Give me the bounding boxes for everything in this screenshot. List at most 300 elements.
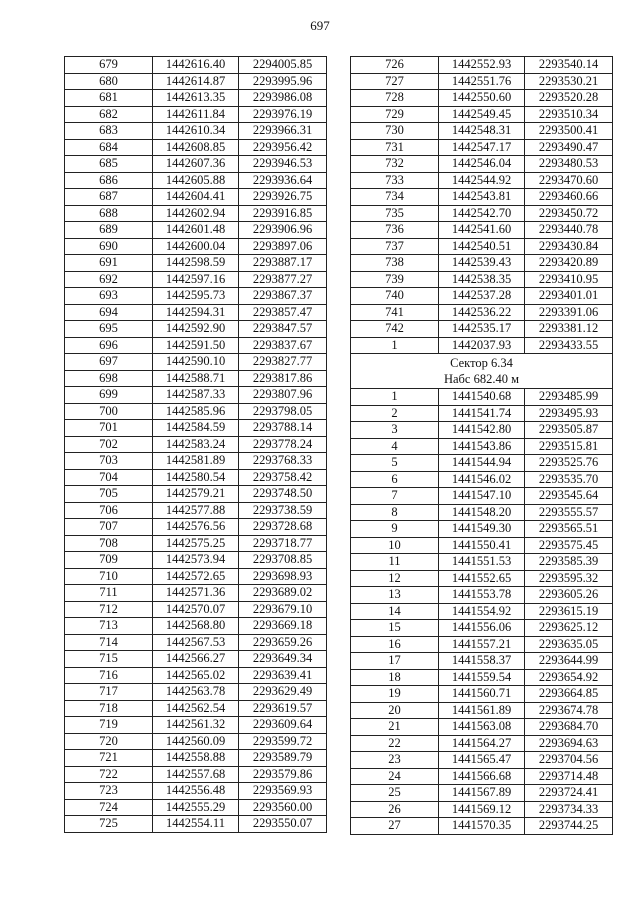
point-number-cell: 10 — [351, 537, 439, 554]
x-coordinate-cell: 1442610.34 — [153, 123, 239, 140]
point-number-cell: 683 — [65, 123, 153, 140]
y-coordinate-cell: 2293505.87 — [525, 422, 613, 439]
x-coordinate-cell: 1441567.89 — [439, 785, 525, 802]
y-coordinate-cell: 2293440.78 — [525, 222, 613, 239]
point-number-cell: 19 — [351, 686, 439, 703]
table-row — [65, 123, 327, 140]
point-number-cell: 690 — [65, 238, 153, 255]
table-row — [65, 321, 327, 338]
y-coordinate-cell: 2293555.57 — [525, 504, 613, 521]
y-coordinate-cell: 2293515.81 — [525, 438, 613, 455]
x-coordinate-cell: 1441559.54 — [439, 669, 525, 686]
x-coordinate-cell: 1442562.54 — [153, 700, 239, 717]
y-coordinate-cell: 2293550.07 — [239, 816, 327, 833]
x-coordinate-cell: 1442555.29 — [153, 799, 239, 816]
y-coordinate-cell: 2293470.60 — [525, 172, 613, 189]
point-number-cell: 16 — [351, 636, 439, 653]
point-number-cell: 703 — [65, 453, 153, 470]
point-number-cell: 687 — [65, 189, 153, 206]
y-coordinate-cell: 2293649.34 — [239, 651, 327, 668]
table-row — [351, 521, 613, 538]
x-coordinate-cell: 1442616.40 — [153, 57, 239, 74]
point-number-cell: 739 — [351, 271, 439, 288]
y-coordinate-cell: 2293847.57 — [239, 321, 327, 338]
point-number-cell: 719 — [65, 717, 153, 734]
y-coordinate-cell: 2293430.84 — [525, 238, 613, 255]
table-row — [65, 469, 327, 486]
table-row — [65, 172, 327, 189]
x-coordinate-cell: 1442585.96 — [153, 403, 239, 420]
x-coordinate-cell: 1441561.89 — [439, 702, 525, 719]
point-number-cell: 12 — [351, 570, 439, 587]
x-coordinate-cell: 1442605.88 — [153, 172, 239, 189]
point-number-cell: 707 — [65, 519, 153, 536]
point-number-cell: 689 — [65, 222, 153, 239]
x-coordinate-cell: 1441557.21 — [439, 636, 525, 653]
table-row — [65, 717, 327, 734]
point-number-cell: 4 — [351, 438, 439, 455]
point-number-cell: 724 — [65, 799, 153, 816]
table-row — [65, 684, 327, 701]
y-coordinate-cell: 2294005.85 — [239, 57, 327, 74]
x-coordinate-cell: 1442600.04 — [153, 238, 239, 255]
y-coordinate-cell: 2293867.37 — [239, 288, 327, 305]
table-row — [65, 255, 327, 272]
point-number-cell: 732 — [351, 156, 439, 173]
point-number-cell: 693 — [65, 288, 153, 305]
table-row — [351, 768, 613, 785]
table-row — [65, 519, 327, 536]
table-row — [65, 189, 327, 206]
table-row — [351, 321, 613, 338]
table-row — [351, 139, 613, 156]
point-number-cell: 726 — [351, 57, 439, 74]
y-coordinate-cell: 2293704.56 — [525, 752, 613, 769]
point-number-cell: 13 — [351, 587, 439, 604]
point-number-cell: 24 — [351, 768, 439, 785]
x-coordinate-cell: 1442613.35 — [153, 90, 239, 107]
y-coordinate-cell: 2293659.26 — [239, 634, 327, 651]
y-coordinate-cell: 2293877.27 — [239, 271, 327, 288]
y-coordinate-cell: 2293629.49 — [239, 684, 327, 701]
y-coordinate-cell: 2293698.93 — [239, 568, 327, 585]
point-number-cell: 712 — [65, 601, 153, 618]
table-row — [351, 255, 613, 272]
y-coordinate-cell: 2293817.86 — [239, 370, 327, 387]
x-coordinate-cell: 1442595.73 — [153, 288, 239, 305]
table-row — [65, 222, 327, 239]
point-number-cell: 21 — [351, 719, 439, 736]
x-coordinate-cell: 1442536.22 — [439, 304, 525, 321]
table-row — [351, 504, 613, 521]
y-coordinate-cell: 2293916.85 — [239, 205, 327, 222]
y-coordinate-cell: 2293788.14 — [239, 420, 327, 437]
point-number-cell: 721 — [65, 750, 153, 767]
x-coordinate-cell: 1442608.85 — [153, 139, 239, 156]
table-row — [351, 389, 613, 406]
y-coordinate-cell: 2293956.42 — [239, 139, 327, 156]
x-coordinate-cell: 1442565.02 — [153, 667, 239, 684]
y-coordinate-cell: 2293679.10 — [239, 601, 327, 618]
y-coordinate-cell: 2293460.66 — [525, 189, 613, 206]
x-coordinate-cell: 1442560.09 — [153, 733, 239, 750]
x-coordinate-cell: 1442575.25 — [153, 535, 239, 552]
coordinates-table-right — [350, 56, 613, 835]
point-number-cell: 680 — [65, 73, 153, 90]
table-row — [65, 436, 327, 453]
y-coordinate-cell: 2293589.79 — [239, 750, 327, 767]
point-number-cell: 715 — [65, 651, 153, 668]
point-number-cell: 692 — [65, 271, 153, 288]
point-number-cell: 740 — [351, 288, 439, 305]
point-number-cell: 7 — [351, 488, 439, 505]
page-number: 697 — [310, 18, 330, 33]
table-row — [65, 535, 327, 552]
x-coordinate-cell: 1442573.94 — [153, 552, 239, 569]
point-number-cell: 20 — [351, 702, 439, 719]
point-number-cell: 706 — [65, 502, 153, 519]
table-row — [65, 783, 327, 800]
y-coordinate-cell: 2293420.89 — [525, 255, 613, 272]
x-coordinate-cell: 1441548.20 — [439, 504, 525, 521]
y-coordinate-cell: 2293966.31 — [239, 123, 327, 140]
y-coordinate-cell: 2293674.78 — [525, 702, 613, 719]
y-coordinate-cell: 2293605.26 — [525, 587, 613, 604]
table-row — [351, 620, 613, 637]
table-row — [65, 57, 327, 74]
point-number-cell: 729 — [351, 106, 439, 123]
table-row — [65, 816, 327, 833]
point-number-cell: 711 — [65, 585, 153, 602]
table-row — [351, 156, 613, 173]
x-coordinate-cell: 1442580.54 — [153, 469, 239, 486]
x-coordinate-cell: 1442544.92 — [439, 172, 525, 189]
point-number-cell: 699 — [65, 387, 153, 404]
y-coordinate-cell: 2293744.25 — [525, 818, 613, 835]
table-row — [65, 733, 327, 750]
y-coordinate-cell: 2293728.68 — [239, 519, 327, 536]
x-coordinate-cell: 1441549.30 — [439, 521, 525, 538]
x-coordinate-cell: 1442540.51 — [439, 238, 525, 255]
x-coordinate-cell: 1442563.78 — [153, 684, 239, 701]
x-coordinate-cell: 1442572.65 — [153, 568, 239, 585]
y-coordinate-cell: 2293569.93 — [239, 783, 327, 800]
x-coordinate-cell: 1442598.59 — [153, 255, 239, 272]
point-number-cell: 25 — [351, 785, 439, 802]
table-row — [351, 455, 613, 472]
x-coordinate-cell: 1442602.94 — [153, 205, 239, 222]
y-coordinate-cell: 2293837.67 — [239, 337, 327, 354]
y-coordinate-cell: 2293625.12 — [525, 620, 613, 637]
table-row — [351, 90, 613, 107]
point-number-cell: 731 — [351, 139, 439, 156]
point-number-cell: 742 — [351, 321, 439, 338]
point-number-cell: 688 — [65, 205, 153, 222]
y-coordinate-cell: 2293807.96 — [239, 387, 327, 404]
table-row — [351, 801, 613, 818]
y-coordinate-cell: 2293738.59 — [239, 502, 327, 519]
x-coordinate-cell: 1442594.31 — [153, 304, 239, 321]
x-coordinate-cell: 1442584.59 — [153, 420, 239, 437]
point-number-cell: 2 — [351, 405, 439, 422]
point-number-cell: 17 — [351, 653, 439, 670]
x-coordinate-cell: 1442583.24 — [153, 436, 239, 453]
table-row — [65, 205, 327, 222]
point-number-cell: 730 — [351, 123, 439, 140]
point-number-cell: 679 — [65, 57, 153, 74]
y-coordinate-cell: 2293619.57 — [239, 700, 327, 717]
table-row — [65, 750, 327, 767]
table-row — [351, 222, 613, 239]
point-number-cell: 700 — [65, 403, 153, 420]
table-row — [65, 486, 327, 503]
x-coordinate-cell: 1442567.53 — [153, 634, 239, 651]
table-row — [351, 57, 613, 74]
point-number-cell: 15 — [351, 620, 439, 637]
x-coordinate-cell: 1441560.71 — [439, 686, 525, 703]
table-row — [351, 172, 613, 189]
point-number-cell: 713 — [65, 618, 153, 635]
point-number-cell: 709 — [65, 552, 153, 569]
x-coordinate-cell: 1442537.28 — [439, 288, 525, 305]
table-row — [65, 766, 327, 783]
table-row — [351, 337, 613, 354]
x-coordinate-cell: 1442601.48 — [153, 222, 239, 239]
y-coordinate-cell: 2293639.41 — [239, 667, 327, 684]
y-coordinate-cell: 2293450.72 — [525, 205, 613, 222]
table-row — [65, 667, 327, 684]
x-coordinate-cell: 1442577.88 — [153, 502, 239, 519]
point-number-cell: 735 — [351, 205, 439, 222]
point-number-cell: 691 — [65, 255, 153, 272]
y-coordinate-cell: 2293401.01 — [525, 288, 613, 305]
x-coordinate-cell: 1441554.92 — [439, 603, 525, 620]
y-coordinate-cell: 2293500.41 — [525, 123, 613, 140]
y-coordinate-cell: 2293540.14 — [525, 57, 613, 74]
y-coordinate-cell: 2293694.63 — [525, 735, 613, 752]
point-number-cell: 736 — [351, 222, 439, 239]
x-coordinate-cell: 1442587.33 — [153, 387, 239, 404]
x-coordinate-cell: 1442579.21 — [153, 486, 239, 503]
x-coordinate-cell: 1441556.06 — [439, 620, 525, 637]
x-coordinate-cell: 1442548.31 — [439, 123, 525, 140]
table-row — [65, 271, 327, 288]
point-number-cell: 737 — [351, 238, 439, 255]
table-row — [65, 238, 327, 255]
y-coordinate-cell: 2293433.55 — [525, 337, 613, 354]
point-number-cell: 11 — [351, 554, 439, 571]
y-coordinate-cell: 2293976.19 — [239, 106, 327, 123]
y-coordinate-cell: 2293724.41 — [525, 785, 613, 802]
y-coordinate-cell: 2293857.47 — [239, 304, 327, 321]
table-row — [65, 618, 327, 635]
x-coordinate-cell: 1441551.53 — [439, 554, 525, 571]
table-row — [65, 403, 327, 420]
x-coordinate-cell: 1441563.08 — [439, 719, 525, 736]
y-coordinate-cell: 2293689.02 — [239, 585, 327, 602]
point-number-cell: 741 — [351, 304, 439, 321]
y-coordinate-cell: 2293410.95 — [525, 271, 613, 288]
x-coordinate-cell: 1442566.27 — [153, 651, 239, 668]
point-number-cell: 723 — [65, 783, 153, 800]
table-row — [65, 106, 327, 123]
x-coordinate-cell: 1442576.56 — [153, 519, 239, 536]
table-row — [351, 587, 613, 604]
point-number-cell: 1 — [351, 337, 439, 354]
point-number-cell: 685 — [65, 156, 153, 173]
y-coordinate-cell: 2293986.08 — [239, 90, 327, 107]
table-row — [351, 653, 613, 670]
table-row — [65, 700, 327, 717]
x-coordinate-cell: 1442541.60 — [439, 222, 525, 239]
x-coordinate-cell: 1441541.74 — [439, 405, 525, 422]
point-number-cell: 705 — [65, 486, 153, 503]
table-row — [65, 585, 327, 602]
table-row — [351, 735, 613, 752]
table-row — [351, 106, 613, 123]
table-row — [65, 634, 327, 651]
point-number-cell: 708 — [65, 535, 153, 552]
point-number-cell: 6 — [351, 471, 439, 488]
x-coordinate-cell: 1441564.27 — [439, 735, 525, 752]
x-coordinate-cell: 1442607.36 — [153, 156, 239, 173]
x-coordinate-cell: 1441569.12 — [439, 801, 525, 818]
y-coordinate-cell: 2293391.06 — [525, 304, 613, 321]
x-coordinate-cell: 1442568.80 — [153, 618, 239, 635]
table-row — [351, 288, 613, 305]
x-coordinate-cell: 1442570.07 — [153, 601, 239, 618]
table-row — [351, 636, 613, 653]
table-row — [65, 453, 327, 470]
point-number-cell: 18 — [351, 669, 439, 686]
point-number-cell: 701 — [65, 420, 153, 437]
y-coordinate-cell: 2293906.96 — [239, 222, 327, 239]
y-coordinate-cell: 2293734.33 — [525, 801, 613, 818]
x-coordinate-cell: 1442590.10 — [153, 354, 239, 371]
y-coordinate-cell: 2293708.85 — [239, 552, 327, 569]
y-coordinate-cell: 2293510.34 — [525, 106, 613, 123]
table-row — [351, 405, 613, 422]
table-row — [351, 752, 613, 769]
point-number-cell: 696 — [65, 337, 153, 354]
y-coordinate-cell: 2293714.48 — [525, 768, 613, 785]
y-coordinate-cell: 2293758.42 — [239, 469, 327, 486]
table-row — [351, 537, 613, 554]
x-coordinate-cell: 1442547.17 — [439, 139, 525, 156]
table-row — [65, 502, 327, 519]
table-row — [351, 422, 613, 439]
y-coordinate-cell: 2293579.86 — [239, 766, 327, 783]
x-coordinate-cell: 1441553.78 — [439, 587, 525, 604]
sector-header — [351, 354, 613, 389]
x-coordinate-cell: 1442539.43 — [439, 255, 525, 272]
y-coordinate-cell: 2293565.51 — [525, 521, 613, 538]
point-number-cell: 23 — [351, 752, 439, 769]
point-number-cell: 717 — [65, 684, 153, 701]
table-row — [65, 354, 327, 371]
table-row — [351, 686, 613, 703]
table-row — [351, 570, 613, 587]
x-coordinate-cell: 1442551.76 — [439, 73, 525, 90]
point-number-cell: 684 — [65, 139, 153, 156]
x-coordinate-cell: 1442604.41 — [153, 189, 239, 206]
table-row — [351, 785, 613, 802]
x-coordinate-cell: 1441543.86 — [439, 438, 525, 455]
point-number-cell: 27 — [351, 818, 439, 835]
x-coordinate-cell: 1442571.36 — [153, 585, 239, 602]
y-coordinate-cell: 2293669.18 — [239, 618, 327, 635]
point-number-cell: 9 — [351, 521, 439, 538]
y-coordinate-cell: 2293718.77 — [239, 535, 327, 552]
y-coordinate-cell: 2293495.93 — [525, 405, 613, 422]
table-row — [351, 123, 613, 140]
y-coordinate-cell: 2293609.64 — [239, 717, 327, 734]
y-coordinate-cell: 2293560.00 — [239, 799, 327, 816]
x-coordinate-cell: 1442614.87 — [153, 73, 239, 90]
y-coordinate-cell: 2293887.17 — [239, 255, 327, 272]
y-coordinate-cell: 2293644.99 — [525, 653, 613, 670]
sector-subtitle: Набс 682.40 м — [443, 372, 520, 386]
point-number-cell: 714 — [65, 634, 153, 651]
point-number-cell: 734 — [351, 189, 439, 206]
table-row — [65, 799, 327, 816]
point-number-cell: 698 — [65, 370, 153, 387]
table-row — [351, 238, 613, 255]
x-coordinate-cell: 1442561.32 — [153, 717, 239, 734]
table-row — [65, 304, 327, 321]
point-number-cell: 686 — [65, 172, 153, 189]
table-row — [351, 488, 613, 505]
x-coordinate-cell: 1441546.02 — [439, 471, 525, 488]
y-coordinate-cell: 2293897.06 — [239, 238, 327, 255]
x-coordinate-cell: 1442543.81 — [439, 189, 525, 206]
table-row — [65, 552, 327, 569]
coordinates-table-left — [64, 56, 327, 833]
x-coordinate-cell: 1442611.84 — [153, 106, 239, 123]
y-coordinate-cell: 2293595.32 — [525, 570, 613, 587]
x-coordinate-cell: 1441550.41 — [439, 537, 525, 554]
table-row — [65, 387, 327, 404]
table-row — [351, 554, 613, 571]
y-coordinate-cell: 2293827.77 — [239, 354, 327, 371]
table-row — [65, 420, 327, 437]
y-coordinate-cell: 2293664.85 — [525, 686, 613, 703]
table-row — [351, 818, 613, 835]
point-number-cell: 720 — [65, 733, 153, 750]
point-number-cell: 1 — [351, 389, 439, 406]
x-coordinate-cell: 1442538.35 — [439, 271, 525, 288]
y-coordinate-cell: 2293798.05 — [239, 403, 327, 420]
y-coordinate-cell: 2293995.96 — [239, 73, 327, 90]
y-coordinate-cell: 2293635.05 — [525, 636, 613, 653]
y-coordinate-cell: 2293520.28 — [525, 90, 613, 107]
point-number-cell: 718 — [65, 700, 153, 717]
table-row — [65, 156, 327, 173]
table-row — [351, 471, 613, 488]
table-row — [65, 73, 327, 90]
point-number-cell: 682 — [65, 106, 153, 123]
point-number-cell: 14 — [351, 603, 439, 620]
point-number-cell: 722 — [65, 766, 153, 783]
point-number-cell: 3 — [351, 422, 439, 439]
y-coordinate-cell: 2293585.39 — [525, 554, 613, 571]
y-coordinate-cell: 2293381.12 — [525, 321, 613, 338]
table-row — [351, 702, 613, 719]
table-row — [65, 288, 327, 305]
x-coordinate-cell: 1442535.17 — [439, 321, 525, 338]
table-row — [351, 205, 613, 222]
point-number-cell: 26 — [351, 801, 439, 818]
